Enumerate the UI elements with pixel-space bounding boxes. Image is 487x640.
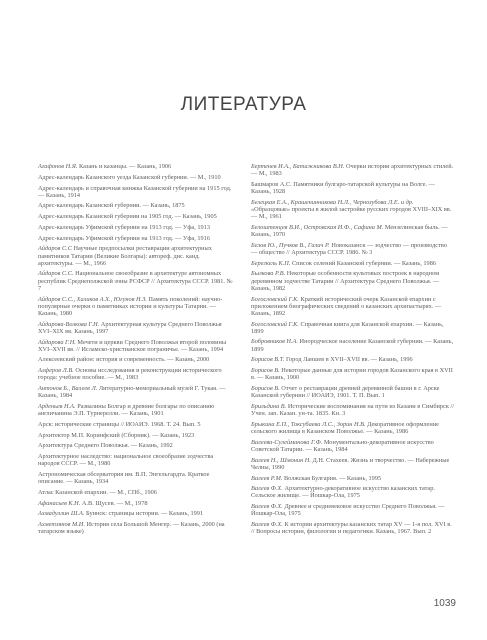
entry-text: Список селений Казанской губернии. — Казань, 1986	[291, 259, 436, 267]
bibliography-entry	[251, 439, 454, 453]
entry-text: Архитектура Среднего Поволжья. — Казань, 1992	[38, 442, 173, 450]
bibliography-entry	[251, 475, 454, 482]
bibliography-entry	[38, 163, 236, 170]
entry-author: Валеева-Сулейманова Г.Ф.	[251, 438, 323, 446]
bibliography-entry	[38, 321, 236, 335]
entry-text: Справочная книга для Казанской епархии. — Казань, 1899	[251, 320, 444, 335]
bibliography-entry	[251, 321, 454, 335]
entry-text: Адрес-календарь Казанского уезда Казанской губернии. — М., 1910	[38, 173, 221, 181]
bibliography-entry	[251, 485, 454, 499]
entry-text: Краткий исторический очерк Казанской епархии с приложением биографических сведений о казанских архипастырях. — Казань, 1892	[251, 295, 442, 317]
entry-text: Буинск: страницы истории. — Казань, 1991	[86, 510, 204, 518]
entry-author: Агафонов Н.Я.	[38, 163, 78, 170]
entry-text: Некоторые особенности культовых построек в народном деревянном зодчестве Татарии // Архитектура Среднего Поволжья. — Казань, 1982	[251, 270, 440, 292]
bibliography-entry	[38, 489, 236, 496]
bibliography-entry	[251, 296, 454, 317]
entry-text: Адрес-календарь Казанской губернии на 1905 год. — Казань, 1905	[38, 213, 217, 221]
bibliography-entry	[38, 245, 236, 266]
bibliography-entry	[38, 385, 236, 399]
bibliography-entry	[251, 242, 454, 256]
bibliography-entry	[38, 174, 236, 181]
entry-text: Архитектурно-декоративное искусство казанских татар. Сельское жилище. — Йошкар-Ола, 1975	[251, 485, 435, 500]
entry-author: Айдаров С.С	[38, 245, 72, 253]
entry-text: Атлас Казанской епархии. — М., СПб., 1906	[38, 488, 157, 496]
entry-text: Литературно-мемориальный музей Г. Тукая. — Казань, 1984	[38, 385, 226, 400]
bibliography-entry	[38, 403, 236, 417]
entry-author: Бобровников Н.А.	[251, 338, 298, 346]
bibliography-entry	[38, 453, 236, 467]
bibliography-entry	[251, 181, 454, 195]
entry-text: Адрес-календарь и справочная книжка Казанской губернии на 1915 год. — Казань, 1914	[38, 184, 232, 199]
page-number: 1039	[433, 598, 456, 609]
bibliography-entry	[38, 202, 236, 209]
entry-text: Развалины Болгар и древние болгары по описанию англичанина Э.П. Турнерелли. — Казань, 1901	[38, 402, 215, 418]
entry-author: Борисов В.	[251, 385, 280, 393]
entry-text: Инородческое население Казанской губернии. — Казань, 1899	[251, 338, 454, 353]
entry-author: Брыкина Е.П., Токсубаева Л.С., Зорин Н.В.	[251, 420, 366, 428]
entry-text: Алексеевский район: история и современность. — Казань, 2000	[38, 356, 210, 364]
entry-author: Белецкая Е.А., Крашенинникова Н.Л., Чернозубова Л.Е. и др.	[251, 198, 414, 206]
entry-text: Адрес-календарь Казанской губернии. — Казань, 1875	[38, 202, 185, 210]
entry-text: «Образцовые» проекты в жилой застройке русских городов XVIII–XIX вв. — М., 1961	[251, 205, 452, 221]
page-title: ЛИТЕРАТУРА	[180, 93, 307, 115]
bibliography-entry	[251, 199, 454, 220]
entry-text: Научные предпосылки реставрации архитектурных памятников Татарии (Великие Болгары): автореф. дис. канд. архитектуры. — М., 1966	[38, 245, 212, 267]
bibliography-entry	[251, 338, 454, 352]
bibliography-entry	[38, 471, 236, 485]
entry-text: Адрес-календарь Уфимской губернии на 1913 год. — Уфа, 1916	[38, 234, 210, 242]
bibliography-entry	[38, 356, 236, 363]
entry-text: К истории архитектуры казанских татар XV — 1-я пол. XVI в. // Вопросы истории, филологии и педагогики. Казань, 1967. Вып. 2	[251, 521, 452, 536]
entry-text: Память поколений: научно-популярные очерки о памятниках истории и культуры Татарии. — Казань, 1980	[38, 295, 223, 317]
bibliography-entry	[251, 385, 454, 399]
entry-text: Очерки истории архитектурных стилей. — М., 1983	[251, 163, 454, 178]
entry-text: Архитектор М.П. Коринфский (Сборник). — Казань, 1923	[38, 431, 195, 439]
entry-text: Декоративное оформление сельского жилища в Казанском Поволжье. — Казань, 1986	[251, 420, 439, 435]
bibliography-entry	[251, 260, 454, 267]
bibliography-entry	[251, 224, 454, 238]
entry-text: Некоторые данные для истории городов Казанского края в XVII в. — Казань, 1900	[251, 367, 453, 382]
entry-author: Айдаров С.С., Халиков А.Х., Югунов Н.З.	[38, 295, 147, 303]
entry-text: Волжская Булгария. — Казань, 1995	[283, 474, 382, 482]
entry-author: Белоштенцев В.И., Островская И.Ф., Сафина М.	[251, 223, 384, 231]
bibliography-entry	[38, 432, 236, 439]
entry-text: Архитектурное наследство: национальное своеобразие зодчества народов СССР. — М., 1980	[38, 453, 214, 468]
entry-text: Национальное своеобразие в архитектуре автономных республик Среднеполжской зоны РСФСР // Архитектура СССР. 1981. № 7	[38, 270, 233, 292]
entry-text: Архитектурная культура Среднего Поволжья XVI–XIX вв. Казань, 1997	[38, 320, 222, 335]
entry-author: Арденьев Н.А.	[38, 402, 76, 410]
bibliography-entry	[38, 367, 236, 381]
bibliography-entry	[38, 442, 236, 449]
entry-text: Башмаров А.С. Памятники булгаро-татарской культуры на Волге. — Казань, 1928	[251, 180, 435, 196]
entry-text: Мечети и церкви Среднего Поволжья второй половины XVI–XVII вв. // Исламско-христианское пограничье. — Казань, 1994	[38, 338, 227, 353]
bibliography-entry	[251, 503, 454, 517]
entry-author: Былкова Р.В.	[251, 270, 286, 278]
bibliography-entry	[38, 521, 236, 535]
entry-text: Астрономическая обсерватория им. В.П. Энгельгардта. Краткое описание. — Казань, 1934	[38, 471, 210, 486]
entry-author: Борисов В.	[251, 367, 280, 375]
entry-author: Белов Ю., Пучков В., Галич Р.	[251, 241, 330, 249]
entry-text: Древнее и средневековое искусство Среднего Поволжья. — Йошкар-Ола, 1975	[251, 503, 445, 518]
bibliography-entry	[251, 421, 454, 435]
entry-text: Адрес-календарь Уфимской губернии на 1913 год. — Уфа, 1913	[38, 223, 210, 231]
bibliography-entry	[38, 500, 236, 507]
bibliography-entry	[38, 224, 236, 231]
bibliography-entry	[251, 367, 454, 381]
bibliography-column-left	[38, 163, 236, 539]
entry-text: Монументально-декоративное искусство Советской Татарии. — Казань, 1984	[251, 438, 434, 453]
entry-text: Основы исследования и реконструкции исторического города: учебное пособие. — М., 1983	[38, 367, 222, 382]
entry-author: Бертенев И.А., Батажникова В.Н.	[251, 163, 345, 170]
entry-author: Антонов Б., Валеев Л.	[38, 385, 98, 393]
bibliography-entry	[38, 296, 236, 317]
entry-author: Богословский Г.К.	[251, 295, 299, 303]
entry-author: Айдарова Г.Н.	[38, 338, 76, 346]
entry-text: А.В. Щусев. — М., 1978	[81, 499, 148, 507]
bibliography-entry	[251, 356, 454, 363]
entry-author: Богословский Г.К.	[251, 320, 299, 328]
entry-author: Айдаров С.С.	[38, 270, 74, 278]
bibliography-entry	[251, 163, 454, 177]
entry-author: Ахмадуллин Ш.А.	[38, 510, 85, 518]
entry-author: Ахметзянов М.И.	[38, 521, 85, 529]
entry-text: Д.Н. Стахеев. Жизнь и творчество. — Набережные Челны, 1990	[251, 456, 450, 471]
entry-author: Валеев Ф.Х.	[251, 485, 283, 493]
entry-author: Айдарова-Волкова Г.Н.	[38, 320, 100, 328]
entry-text: Арск: исторические страницы // ИОАИЭ. 1968. Т. 24. Вып. 5	[38, 420, 201, 428]
entry-text: Мензелинская быль. — Казань, 1970	[251, 223, 448, 239]
entry-author: Алферов Л.В.	[38, 367, 74, 375]
bibliography-entry	[38, 235, 236, 242]
entry-text: Исторические воспоминания на пути из Казани в Симбирск // Учен. зап. Казан. ун-та. 1835. Кн. 3	[251, 402, 455, 418]
entry-author: Афанасьев К.Н.	[38, 499, 81, 507]
bibliography-entry	[251, 521, 454, 535]
entry-text: История села Большой Менгер. — Казань, 2000 (на татарском языке)	[38, 521, 225, 536]
entry-text: Казань и казанцы. — Казань, 1906	[78, 163, 172, 170]
bibliography-column-right	[251, 163, 454, 539]
entry-text: Новоказанск — зодчество — производство — общество // Архитектура СССР. 1986. № 3	[251, 241, 447, 256]
bibliography-entry	[38, 510, 236, 517]
entry-author: Берегкель К.П.	[251, 259, 291, 267]
bibliography-entry	[251, 270, 454, 291]
entry-text: Отчет о реставрации древней деревянной башни в г. Арске Казанской губернии // ИОАИЭ, 1901. Т. П. Вып. 1	[251, 385, 440, 400]
entry-author: Брильдина В.	[251, 402, 287, 410]
bibliography-entry	[38, 421, 236, 428]
entry-author: Валеев Ф.Х.	[251, 521, 283, 529]
entry-author: Валеев Ф.Х.	[251, 503, 283, 511]
entry-author: Валеев Н., Шмонин Н.	[251, 456, 311, 464]
bibliography-entry	[251, 403, 454, 417]
entry-text: Город Ланшев в XVII–XVII вв. — Казань, 1996	[285, 356, 413, 364]
bibliography-entry	[251, 457, 454, 471]
entry-author: Борисов В.Т.	[251, 356, 285, 364]
bibliography-entry	[38, 213, 236, 220]
bibliography-entry	[38, 270, 236, 291]
bibliography-entry	[38, 339, 236, 353]
bibliography-entry	[38, 185, 236, 199]
entry-author: Валеев Р.М.	[251, 474, 283, 482]
